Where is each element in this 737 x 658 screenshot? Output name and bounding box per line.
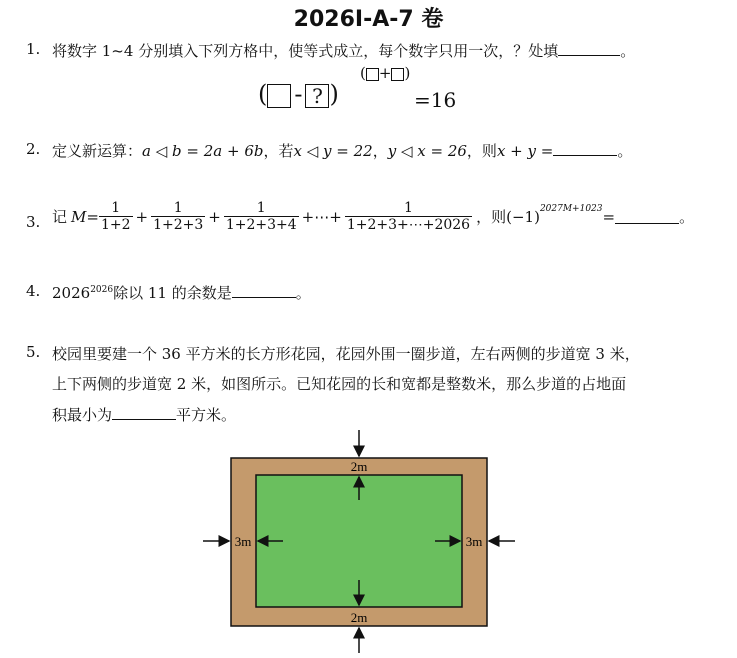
q2-ask: x + y = bbox=[496, 142, 554, 160]
q4-base: 2026 bbox=[52, 284, 91, 302]
bottom-width-label: 2m bbox=[350, 610, 368, 625]
q2-end: 。 bbox=[617, 142, 633, 160]
q2-answer-blank[interactable] bbox=[553, 141, 617, 156]
q3-fraction-4: $\frac{1}{1+2+3+\cdots+2026}$ bbox=[346, 200, 471, 233]
q1-text bbox=[52, 40, 635, 61]
garden-figure bbox=[195, 428, 525, 654]
q3-text-a: 记 bbox=[52, 208, 68, 226]
q4-exponent: 2026 bbox=[90, 285, 114, 295]
q2-sep: ， bbox=[372, 142, 388, 160]
q5-line-3 bbox=[52, 404, 236, 425]
q2-condition-1: x ◁ y = 22 bbox=[293, 142, 373, 160]
q3-number: 3. bbox=[26, 213, 41, 231]
q1-exp-plus: + bbox=[378, 64, 392, 82]
q3-dots: +⋯+ bbox=[301, 207, 342, 226]
q3-base: (−1) bbox=[506, 207, 540, 226]
q3-plus-1: + bbox=[135, 207, 149, 226]
q1-exp-close: ) bbox=[404, 64, 411, 82]
q2-text-c: ，则 bbox=[466, 142, 497, 160]
q5-answer-blank[interactable] bbox=[112, 405, 176, 420]
q4-number: 4. bbox=[26, 282, 41, 300]
q3-exponent: 2027M+1023 bbox=[539, 203, 603, 214]
q4-end: 。 bbox=[295, 284, 311, 302]
q3-M: M= bbox=[71, 207, 99, 226]
q1-exp-box-2[interactable] bbox=[391, 68, 404, 81]
q1-answer-blank[interactable] bbox=[558, 41, 620, 56]
q3-answer-blank[interactable] bbox=[615, 209, 679, 224]
q2-text-a: 定义新运算： bbox=[52, 142, 143, 160]
q2-condition-2: y ◁ x = 26 bbox=[387, 142, 467, 160]
q5-number: 5. bbox=[26, 343, 41, 361]
q2-text-b: ，若 bbox=[263, 142, 294, 160]
q1-exp-box-1[interactable] bbox=[366, 68, 379, 81]
q4-answer-blank[interactable] bbox=[232, 283, 296, 298]
q3-expression bbox=[52, 200, 694, 233]
q3-fraction-3: $\frac{1}{1+2+3+4}$ bbox=[225, 200, 297, 233]
q3-end: 。 bbox=[679, 208, 695, 226]
q1-blank-box[interactable] bbox=[267, 84, 291, 108]
left-width-label: 3m bbox=[234, 534, 252, 549]
q1-minus: - bbox=[294, 80, 303, 108]
page-title: 2026I-A-7 卷 bbox=[293, 7, 444, 32]
q4-text bbox=[52, 282, 311, 303]
q1-open-paren: ( bbox=[258, 80, 268, 108]
q1-question-box[interactable]: ? bbox=[305, 84, 329, 108]
q1-end: 。 bbox=[620, 42, 636, 60]
q3-fraction-2: $\frac{1}{1+2+3}$ bbox=[153, 200, 204, 233]
q4-question-text: 除以 11 的余数是 bbox=[113, 284, 232, 302]
q1-equation bbox=[258, 80, 339, 108]
q1-equals: =16 bbox=[414, 88, 457, 112]
q1-exponent bbox=[360, 64, 410, 82]
q2-number: 2. bbox=[26, 140, 41, 158]
q1-question-text: 将数字 1~4 分别填入下列方格中，使等式成立，每个数字只用一次，？处填 bbox=[52, 42, 559, 60]
right-width-label: 3m bbox=[465, 534, 483, 549]
q2-definition: a ◁ b = 2a + 6b bbox=[142, 142, 264, 160]
q5-line-2: 上下两侧的步道宽 2 米，如图所示。已知花园的长和宽都是整数米，那么步道的占地面 bbox=[52, 375, 627, 393]
q5-line-3a: 积最小为 bbox=[52, 406, 113, 424]
q3-text-b: ，则 bbox=[476, 208, 507, 226]
q3-plus-2: + bbox=[208, 207, 221, 226]
q5-line-3b: 平方米。 bbox=[176, 406, 237, 424]
q1-number: 1. bbox=[26, 40, 41, 58]
q1-exp-open: ( bbox=[360, 64, 366, 82]
q1-close-paren: ) bbox=[329, 80, 339, 108]
q3-eq: = bbox=[602, 207, 616, 226]
q3-fraction-1: $\frac{1}{1+2}$ bbox=[100, 200, 131, 233]
q5-line-1: 校园里要建一个 36 平方米的长方形花园，花园外围一圈步道，左右两侧的步道宽 3 米， bbox=[52, 345, 640, 363]
top-width-label: 2m bbox=[350, 459, 368, 474]
q2-text bbox=[52, 140, 632, 161]
